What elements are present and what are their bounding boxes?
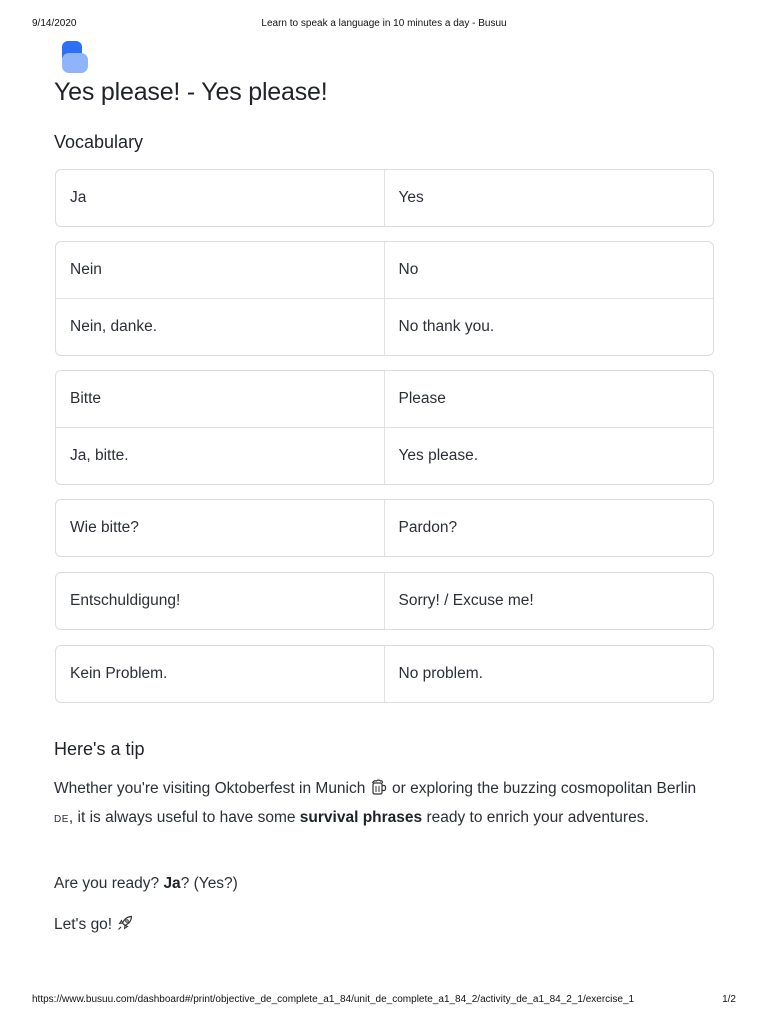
- print-footer: [0, 990, 768, 1010]
- print-url: https://www.busuu.com/dashboard#/print/objective_de_complete_a1_84/unit_de_complete_a1_84_2/activity_de_a1_84_2_1/exercise_1: [32, 994, 635, 1005]
- vocabulary-translation: Sorry! / Excuse me!: [398, 592, 534, 609]
- vocabulary-group: [55, 370, 714, 485]
- tip-text: , it is always useful to have some: [68, 809, 300, 826]
- de-flag-icon: DE: [54, 814, 69, 825]
- vocabulary-translation: No problem.: [398, 665, 483, 682]
- vocabulary-row: [56, 500, 713, 556]
- vocabulary-row: [56, 242, 713, 298]
- vocabulary-term: Bitte: [56, 371, 385, 427]
- page-number: 1/2: [722, 994, 736, 1005]
- tip-heading: Here's a tip: [54, 739, 145, 759]
- vocabulary-group: [55, 241, 714, 356]
- print-document-title: Learn to speak a language in 10 minutes a day - Busuu: [261, 18, 507, 29]
- tip-bold-phrase: survival phrases: [299, 809, 423, 826]
- vocabulary-term: Wie bitte?: [56, 500, 385, 556]
- vocabulary-row: [56, 371, 713, 427]
- vocabulary-group: [55, 169, 714, 227]
- vocabulary-translation: Pardon?: [398, 519, 458, 536]
- vocabulary-term: Entschuldigung!: [56, 573, 385, 629]
- tip-paragraph-go: [54, 912, 134, 941]
- busuu-logo-icon: [60, 40, 92, 76]
- vocabulary-term: Ja, bitte.: [56, 428, 385, 484]
- print-header: [0, 0, 768, 40]
- tip-text: Let's go!: [54, 916, 117, 933]
- vocabulary-group: [55, 645, 714, 703]
- vocabulary-heading: Vocabulary: [54, 132, 144, 152]
- rocket-icon: [116, 914, 134, 941]
- vocabulary-translation: Please: [398, 390, 446, 407]
- vocabulary-row: [56, 170, 713, 226]
- vocabulary-row: [56, 427, 713, 484]
- vocabulary-group: [55, 499, 714, 557]
- tip-text: Whether you're visiting Oktoberfest in Munich: [54, 780, 366, 797]
- vocabulary-translation: No: [398, 261, 419, 278]
- vocabulary-group: [55, 572, 714, 630]
- tip-text: Are you ready?: [54, 875, 164, 892]
- beer-mug-icon: [370, 778, 388, 805]
- tip-paragraph-question: [54, 871, 238, 897]
- vocabulary-row: [56, 573, 713, 629]
- vocabulary-term: Nein, danke.: [56, 299, 385, 355]
- vocabulary-translation: No thank you.: [398, 318, 495, 335]
- vocabulary-translation: Yes: [398, 189, 424, 206]
- print-date: 9/14/2020: [32, 18, 77, 29]
- vocabulary-row: [56, 298, 713, 355]
- page-title: Yes please! - Yes please!: [54, 78, 328, 106]
- tip-text: ready to enrich your adventures.: [422, 809, 649, 826]
- vocabulary-term: Ja: [56, 170, 385, 226]
- vocabulary-translation: Yes please.: [398, 447, 479, 464]
- vocabulary-term: Nein: [56, 242, 385, 298]
- tip-text: ? (Yes?): [180, 875, 238, 892]
- tip-bold-ja: Ja: [163, 875, 181, 892]
- tip-paragraph-intro: [54, 776, 714, 833]
- tip-text: or exploring the buzzing cosmopolitan Berlin: [387, 780, 697, 797]
- vocabulary-row: [56, 646, 713, 702]
- vocabulary-term: Kein Problem.: [56, 646, 385, 702]
